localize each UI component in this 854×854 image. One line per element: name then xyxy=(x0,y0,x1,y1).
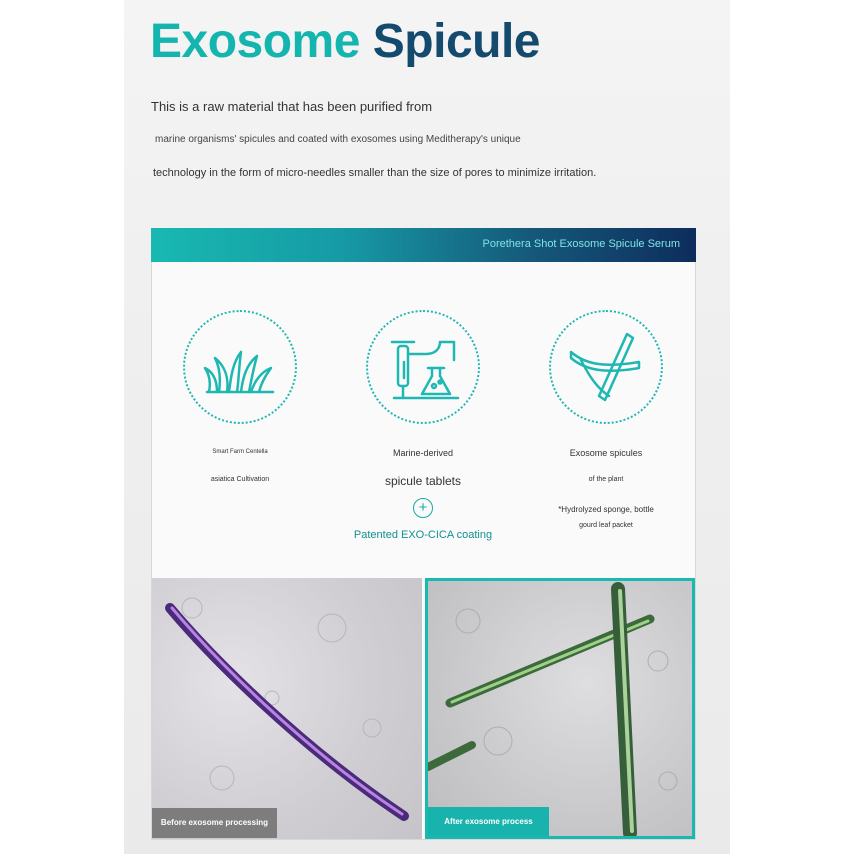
spicule-icon-circle xyxy=(549,310,663,424)
feature-3-line-4: gourd leaf packet xyxy=(579,522,633,529)
feature-2-line-3: Patented EXO-CICA coating xyxy=(353,529,493,541)
banner-text: Porethera Shot Exosome Spicule Serum xyxy=(482,238,680,250)
feature-3-line-2: of the plant xyxy=(588,476,624,483)
title-part-2: Spicule xyxy=(372,15,540,68)
before-microscope-photo xyxy=(152,578,422,839)
before-label: Before exosome processing xyxy=(152,808,277,838)
intro-line-2: marine organisms' spicules and coated with exosomes using Meditherapy's unique xyxy=(155,134,521,145)
after-microscope-photo xyxy=(425,578,695,839)
grass-icon xyxy=(185,312,295,422)
lab-icon-circle xyxy=(366,310,480,424)
intro-line-1: This is a raw material that has been purified from xyxy=(151,99,433,114)
plus-icon: + xyxy=(413,498,433,518)
product-banner xyxy=(151,228,696,262)
feature-1-line-1: Smart Farm Centella xyxy=(212,449,268,455)
spicule-icon xyxy=(551,312,661,422)
feature-3-line-1: Exosome spicules xyxy=(569,448,643,458)
page-title xyxy=(150,14,540,69)
after-label: After exosome process xyxy=(428,807,549,836)
title-part-1: Exosome xyxy=(150,15,360,68)
intro-line-3: technology in the form of micro-needles smaller than the size of pores to minimize irritation. xyxy=(153,167,597,179)
feature-2-line-2: spicule tablets xyxy=(384,474,462,488)
lab-flask-icon xyxy=(368,312,478,422)
feature-1-line-2: asiatica Cultivation xyxy=(210,476,270,483)
grass-icon-circle xyxy=(183,310,297,424)
feature-2-line-1: Marine-derived xyxy=(392,448,454,458)
feature-3-line-3: *Hydrolyzed sponge, bottle xyxy=(558,505,654,514)
